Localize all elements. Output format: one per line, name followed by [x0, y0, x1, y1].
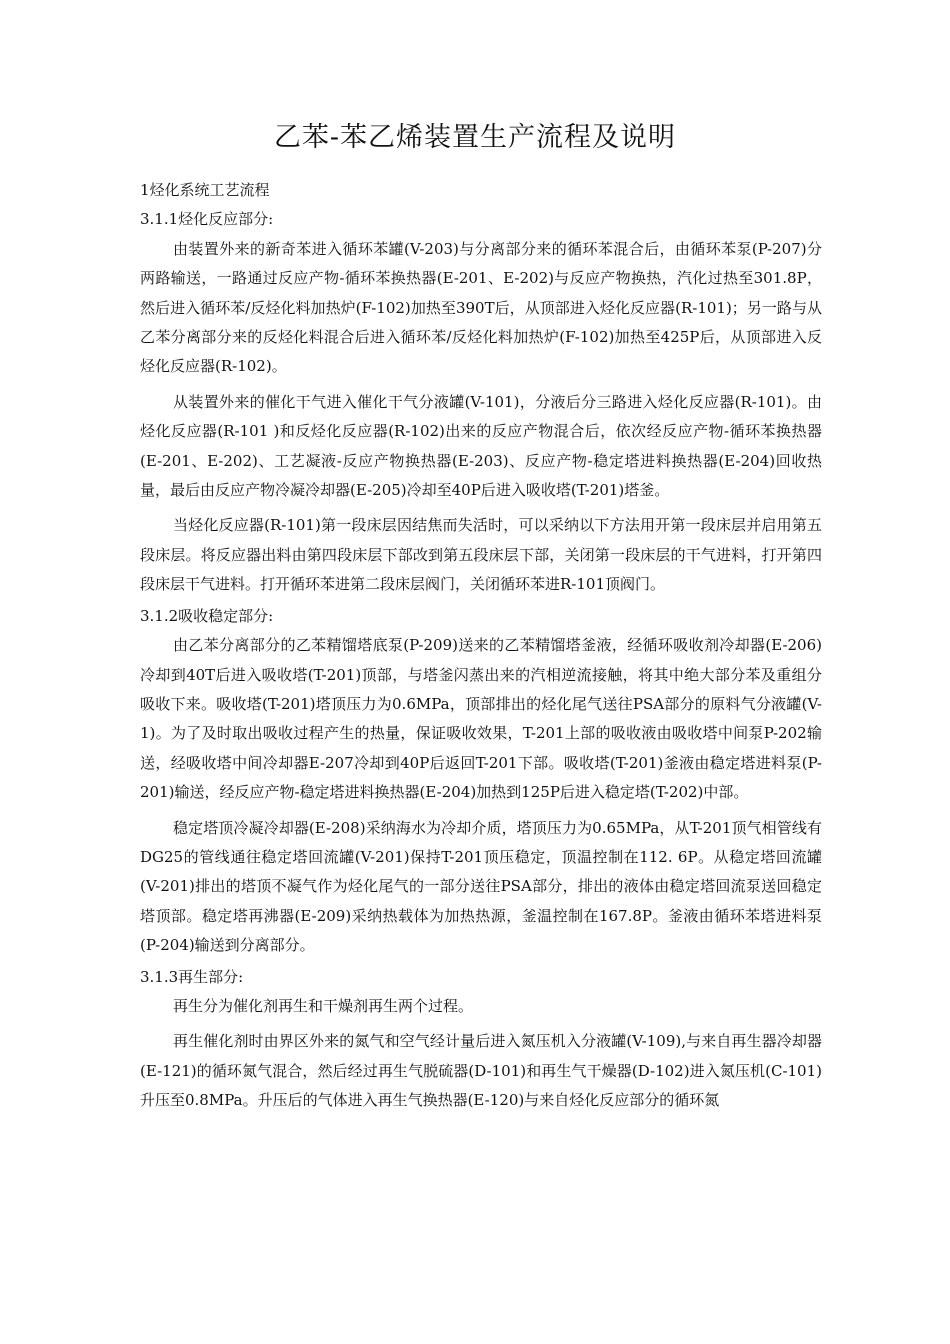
subsection-heading-3-1-1: 3.1.1烃化反应部分:: [140, 210, 274, 229]
paragraph: 从装置外来的催化干气进入催化干气分液罐(V-101)，分液后分三路进入烃化反应器(R-101)。由烃化反应器(R-101 )和反烃化反应器(R-102)出来的反应产物混合后，依次经反应产物-循环苯换热器(E-201、E-202)、工艺凝液-反应产物换热器(E-203)、反应产物-稳定塔进料换热器(E-204)回收热量，最后由反应产物冷凝冷却器(E-205)冷却至40P后进入吸收塔(T-201)塔釜。: [140, 392, 822, 500]
document-body: [140, 176, 822, 1122]
paragraph: 再生分为催化剂再生和干燥剂再生两个过程。: [173, 996, 474, 1015]
paragraph: 当烃化反应器(R-101)第一段床层因结焦而失活时，可以采纳以下方法用开第一段床层并启用第五段床层。将反应器出料由第四段床层下部改到第五段床层下部，关闭第一段床层的干气进料，打开第四段床层干气进料。打开循环苯进第二段床层阀门，关闭循环苯进R-101顶阀门。: [140, 516, 822, 594]
subsection-heading-3-1-2: 3.1.2吸收稳定部分:: [140, 606, 274, 625]
paragraph: 再生催化剂时由界区外来的氮气和空气经计量后进入氮压机入分液罐(V-109),与来自再生器冷却器(E-121)的循环氮气混合，然后经过再生气脱硫器(D-101)和再生气干燥器(D-102)进入氮压机(C-101)升压至0.8MPa。升压后的气体进入再生气换热器(E-120)与来自烃化反应部分的循环氮: [140, 1032, 822, 1110]
paragraph: 由装置外来的新奇苯进入循环苯罐(V-203)与分离部分来的循环苯混合后，由循环苯泵(P-207)分两路输送，一路通过反应产物-循环苯换热器(E-201、E-202)与反应产物换热，汽化过热至301.8P，然后进入循环苯/反烃化料加热炉(F-102)加热至390T后，从顶部进入烃化反应器(R-101)；另一路与从乙苯分离部分来的反烃化料混合后进入循环苯/反烃化料加热炉(F-102)加热至425P后，从顶部进入反烃化反应器(R-102)。: [140, 239, 822, 376]
section-heading: 1烃化系统工艺流程: [140, 181, 270, 199]
subsection-heading-3-1-3: 3.1.3再生部分:: [140, 967, 244, 986]
paragraph: 由乙苯分离部分的乙苯精馏塔底泵(P-209)送来的乙苯精馏塔釜液，经循环吸收剂冷却器(E-206)冷却到40T后进入吸收塔(T-201)顶部，与塔釜闪蒸出来的汽相逆流接触，将其中绝大部分苯及重组分吸收下来。吸收塔(T-201)塔顶压力为0.6MPa，顶部排出的烃化尾气送往PSA部分的原料气分液罐(V-1)。为了及时取出吸收过程产生的热量，保证吸收效果，T-201上部的吸收液由吸收塔中间泵P-202输送，经吸收塔中间冷却器E-207冷却到40P后返回T-201下部。吸收塔(T-201)釜液由稳定塔进料泵(P-201)输送，经反应产物-稳定塔进料换热器(E-204)加热到125P后进入稳定塔(T-202)中部。: [140, 636, 822, 802]
paragraph: 稳定塔顶冷凝冷却器(E-208)采纳海水为冷却介质，塔顶压力为0.65MPa，从T-201顶气相管线有DG25的管线通往稳定塔回流罐(V-201)保持T-201顶压稳定，顶温控制在112. 6P。从稳定塔回流罐(V-201)排出的塔顶不凝气作为烃化尾气的一部分送往PSA部分，排出的液体由稳定塔回流泵送回稳定塔顶部。稳定塔再沸器(E-209)采纳热载体为加热热源，釜温控制在167.8P。釜液由循环苯塔进料泵(P-204)输送到分离部分。: [140, 818, 822, 955]
document-title: 乙苯-苯乙烯装置生产流程及说明: [273, 122, 677, 153]
